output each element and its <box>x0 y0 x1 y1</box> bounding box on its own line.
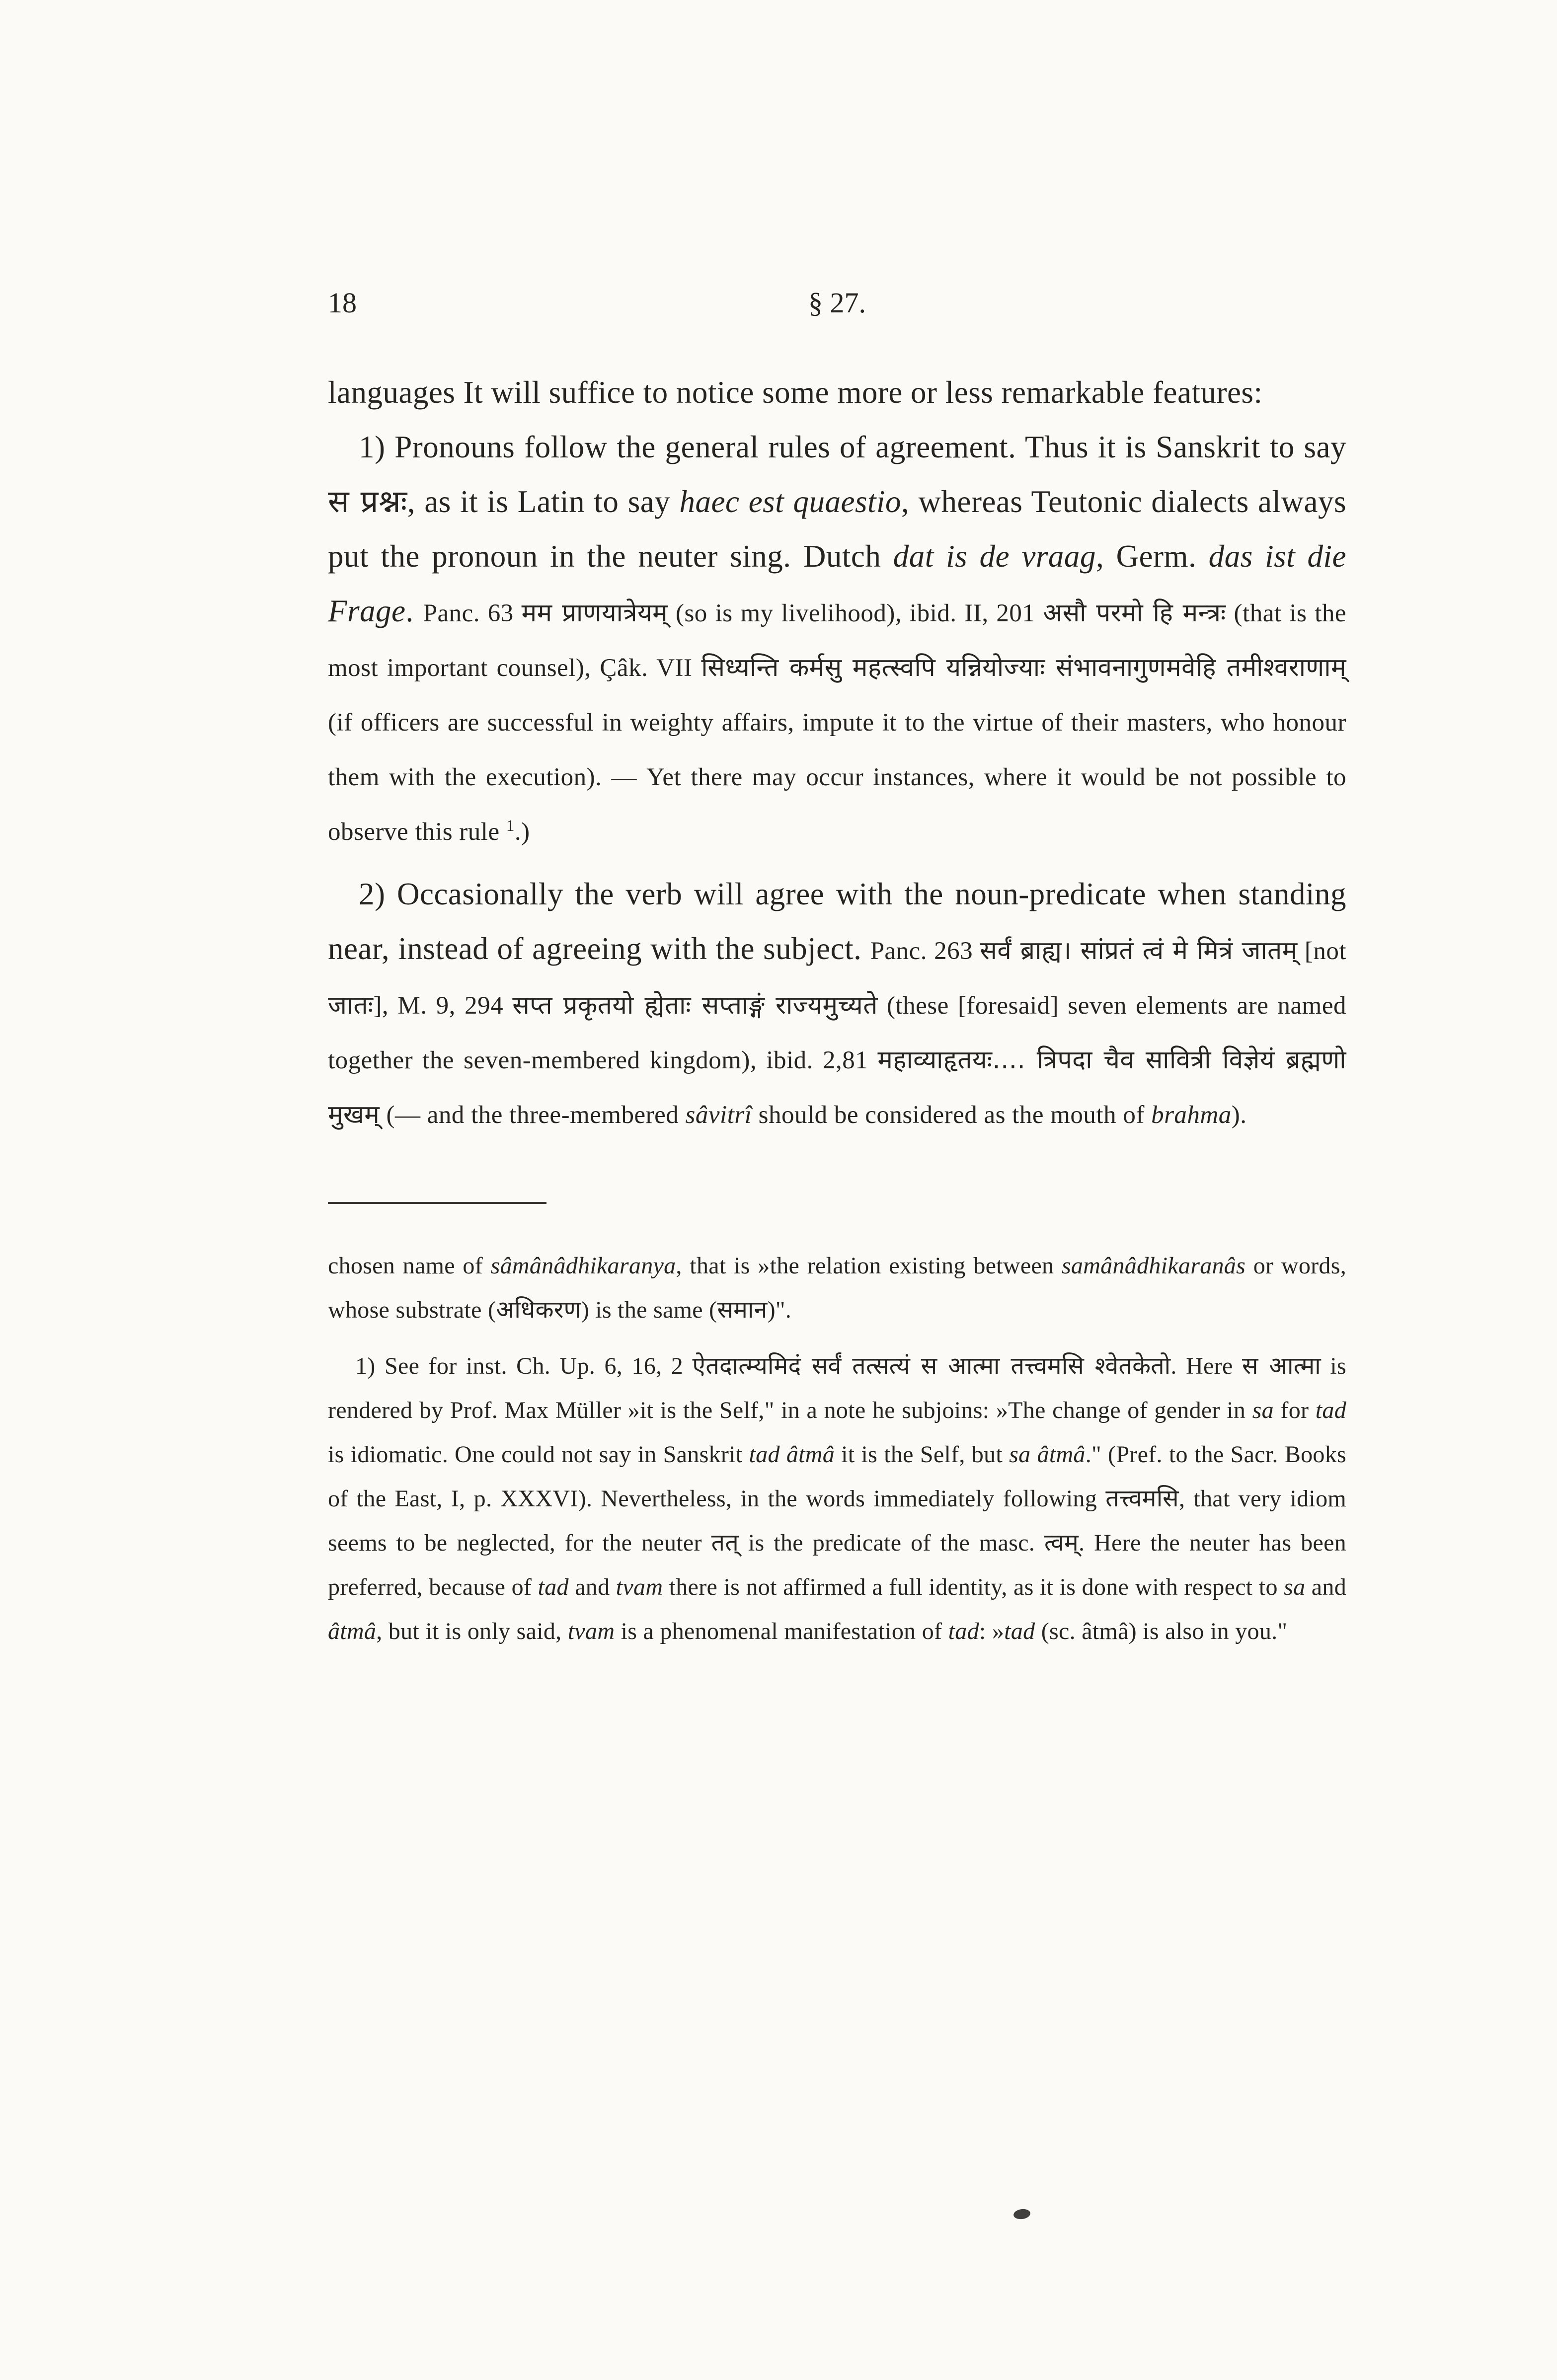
paragraph-1 <box>328 420 1346 857</box>
text-run: , that very idiom seems to be neglected, for the neuter <box>328 1486 1347 1556</box>
text-run: is a phenomenal manifestation of <box>615 1618 948 1644</box>
text-run: sâmânâdhikaranya <box>490 1253 676 1279</box>
text-run: tad <box>948 1618 979 1644</box>
text-run: Panc. 63 <box>423 599 522 627</box>
text-run: सिध्यन्ति कर्मसु महत्स्वपि यन्नियोज्याः संभावनागुणमवेहि तमीश्वराणाम् <box>701 653 1346 682</box>
text-run: chosen name of <box>328 1253 491 1279</box>
footnote-continuation <box>328 1244 1346 1332</box>
text-run: : » <box>979 1618 1005 1644</box>
text-run: (— and the three-membered <box>380 1101 686 1129</box>
text-run: it is the Self, but <box>835 1441 1010 1468</box>
paragraph-1-citations <box>328 599 1346 846</box>
text-run: is rendered by Prof. Max Müller »it is the Self," in a note he subjoins: »The change of gender in <box>328 1353 1346 1423</box>
text-run: samânâdhikaranâs <box>1061 1253 1246 1279</box>
text-run: [not <box>1297 937 1347 965</box>
text-run: )". <box>767 1297 792 1323</box>
text-run: and <box>568 1574 616 1600</box>
text-run: 1) See for inst. Ch. Up. 6, 16, 2 <box>355 1353 693 1379</box>
text-run: tad <box>1315 1397 1347 1423</box>
text-run: (that is the most important counsel), Çâk. VII <box>328 599 1347 682</box>
text-run: tad <box>1004 1618 1035 1644</box>
text-run: ." (Pref. to the Sacr. Books of the East, I, p. XXXVI). Nevertheless, in the words immediately following <box>328 1441 1347 1512</box>
text-run: sa <box>1252 1397 1274 1423</box>
text-run: स आत्मा <box>1242 1352 1321 1380</box>
text-run: sa âtmâ <box>1009 1441 1086 1468</box>
text-run: and <box>1305 1574 1347 1600</box>
text-run: , Germ. <box>1095 539 1209 574</box>
text-run: tad <box>538 1574 569 1600</box>
text-run: जातः <box>328 991 374 1020</box>
text-run: brahma <box>1151 1101 1232 1129</box>
text-run: haec est quaestio <box>679 484 901 519</box>
text-run: असौ परमो हि मन्त्रः <box>1043 598 1226 628</box>
paragraph-2 <box>328 867 1346 1140</box>
text-run: tvam <box>567 1618 615 1644</box>
text-run: , as it is Latin to say <box>407 484 680 519</box>
text-run: (these [foresaid] seven elements are named together the seven-membered kingdom), ibid. 2,81 <box>328 992 1346 1074</box>
text-run: or words, whose substrate ( <box>328 1253 1347 1323</box>
text-run: sa <box>1284 1574 1306 1600</box>
text-run: तत्त्वमसि <box>1105 1485 1179 1512</box>
text-run: . Here the neuter has been preferred, because of <box>328 1530 1346 1600</box>
text-run: सर्वं ब्राह्य। सांप्रतं त्वं मे मित्रं जातम् <box>980 936 1298 966</box>
text-run: for <box>1273 1397 1316 1423</box>
text-run: . <box>405 594 423 628</box>
text-run: is idiomatic. One could not say in Sanskrit <box>328 1441 749 1468</box>
footnote-rule <box>328 1202 546 1204</box>
text-run: Panc. 263 <box>870 937 980 965</box>
text-run: तत् <box>711 1529 739 1557</box>
ink-blot-artifact <box>1013 2208 1031 2221</box>
text-run: âtmâ <box>328 1618 377 1644</box>
text-run: समान <box>717 1296 768 1324</box>
text-run: मम प्राणयात्रेयम् <box>521 598 668 628</box>
page-content <box>328 283 1346 1653</box>
section-heading: § 27. <box>808 287 866 319</box>
text-run: ], M. 9, 294 <box>373 992 513 1020</box>
text-run: स प्रश्नः <box>328 483 407 520</box>
text-run: tad âtmâ <box>749 1441 835 1468</box>
text-run: sâvitrî <box>685 1101 752 1129</box>
text-run: ). <box>1231 1101 1247 1129</box>
text-run: 1 <box>506 817 515 835</box>
text-run: is the predicate of the masc. <box>739 1530 1044 1556</box>
text-run: (so is my livelihood), ibid. II, 201 <box>668 599 1043 627</box>
text-run: should be considered as the mouth of <box>752 1101 1152 1129</box>
text-run: .) <box>514 818 530 846</box>
text-run: महाव्याहृतयः.... त्रिपदा चैव सावित्री विज्ञेयं ब्रह्मणो मुखम् <box>328 1045 1346 1129</box>
text-run: (sc. âtmâ) is also in you." <box>1035 1618 1288 1644</box>
text-run: ऐतदात्म्यमिदं सर्वं तत्सत्यं स आत्मा तत्त्वमसि श्वेतकेतो <box>692 1352 1171 1380</box>
text-run: ) is the same ( <box>581 1297 717 1323</box>
page-header <box>328 283 1346 323</box>
text-run: अधिकरण <box>496 1296 581 1324</box>
text-run: (if officers are successful in weighty affairs, impute it to the virtue of their masters, who honour them with the execution). — Yet there may occur instances, where it would be not possible to observe this rule <box>328 709 1346 846</box>
text-run: dat is de vraag <box>893 539 1096 574</box>
text-run: tvam <box>616 1574 663 1600</box>
text-run: languages It will suffice to notice some more or less remarkable features: <box>328 375 1263 410</box>
text-run: 2) Occasionally the verb will agree with the noun-predicate when standing near, instead of agreeing with the subject. <box>328 877 1346 966</box>
text-run: , that is »the relation existing between <box>676 1253 1062 1279</box>
text-run: 1) Pronouns follow the general rules of agreement. Thus it is Sanskrit to say <box>359 430 1346 464</box>
text-run: , whereas Teutonic dialects always put the pronoun in the neuter sing. Dutch <box>328 484 1347 574</box>
text-run: das ist die Frage <box>328 539 1346 628</box>
text-run: , but it is only said, <box>376 1618 568 1644</box>
page-number: 18 <box>328 287 357 319</box>
intro-paragraph <box>328 365 1346 420</box>
text-run: there is not affirmed a full identity, as it is done with respect to <box>663 1574 1284 1600</box>
text-run: त्वम् <box>1044 1529 1079 1557</box>
text-run: सप्त प्रकृतयो ह्येताः सप्ताङ्गं राज्यमुच्यते <box>512 991 878 1020</box>
footnote-1 <box>328 1344 1346 1653</box>
text-run: . Here <box>1170 1353 1242 1379</box>
